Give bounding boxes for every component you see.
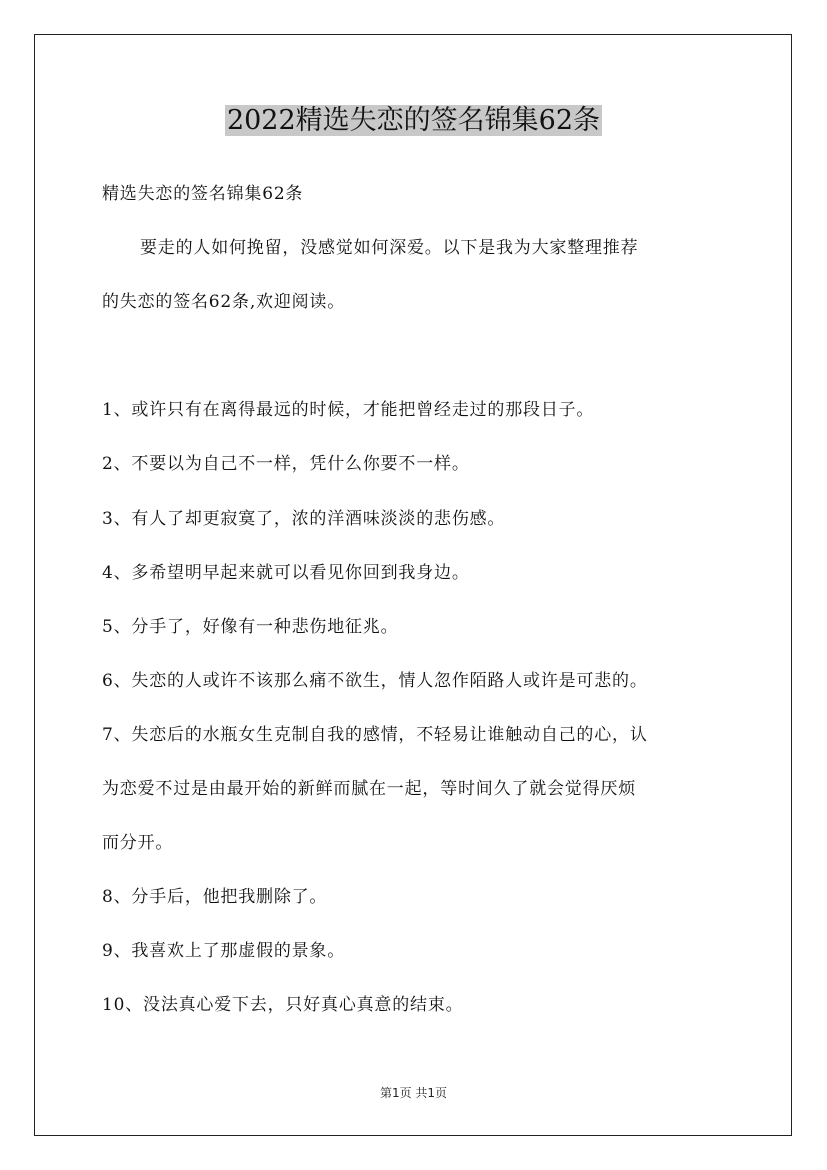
document-subtitle: 精选失恋的签名锦集62条 — [102, 184, 304, 204]
document-title — [0, 100, 827, 142]
list-item: 而分开。 — [102, 833, 174, 853]
list-item: 9、我喜欢上了那虚假的景象。 — [102, 941, 346, 961]
list-item: 4、多希望明早起来就可以看见你回到我身边。 — [102, 563, 470, 583]
list-item: 7、失恋后的水瓶女生克制自我的感情，不轻易让谁触动自己的心，认 — [102, 725, 648, 745]
list-item: 8、分手后，他把我删除了。 — [102, 887, 328, 907]
list-item: 2、不要以为自己不一样，凭什么你要不一样。 — [102, 454, 470, 474]
intro-line-1: 要走的人如何挽留，没感觉如何深爱。以下是我为大家整理推荐 — [140, 238, 639, 258]
list-item: 10、没法真心爱下去，只好真心真意的结束。 — [102, 995, 464, 1015]
document-title-text: 2022精选失恋的签名锦集62条 — [226, 105, 601, 136]
list-item: 3、有人了却更寂寞了，浓的洋酒味淡淡的悲伤感。 — [102, 509, 506, 529]
list-item: 1、或许只有在离得最远的时候，才能把曾经走过的那段日子。 — [102, 400, 595, 420]
list-item: 为恋爱不过是由最开始的新鲜而腻在一起，等时间久了就会觉得厌烦 — [102, 779, 636, 799]
page-number: 第1页 共1页 — [379, 1086, 448, 1100]
list-item: 5、分手了，好像有一种悲伤地征兆。 — [102, 617, 399, 637]
list-item: 6、失恋的人或许不该那么痛不欲生，情人忽作陌路人或许是可悲的。 — [102, 671, 648, 691]
intro-line-2: 的失恋的签名62条,欢迎阅读。 — [102, 292, 346, 312]
